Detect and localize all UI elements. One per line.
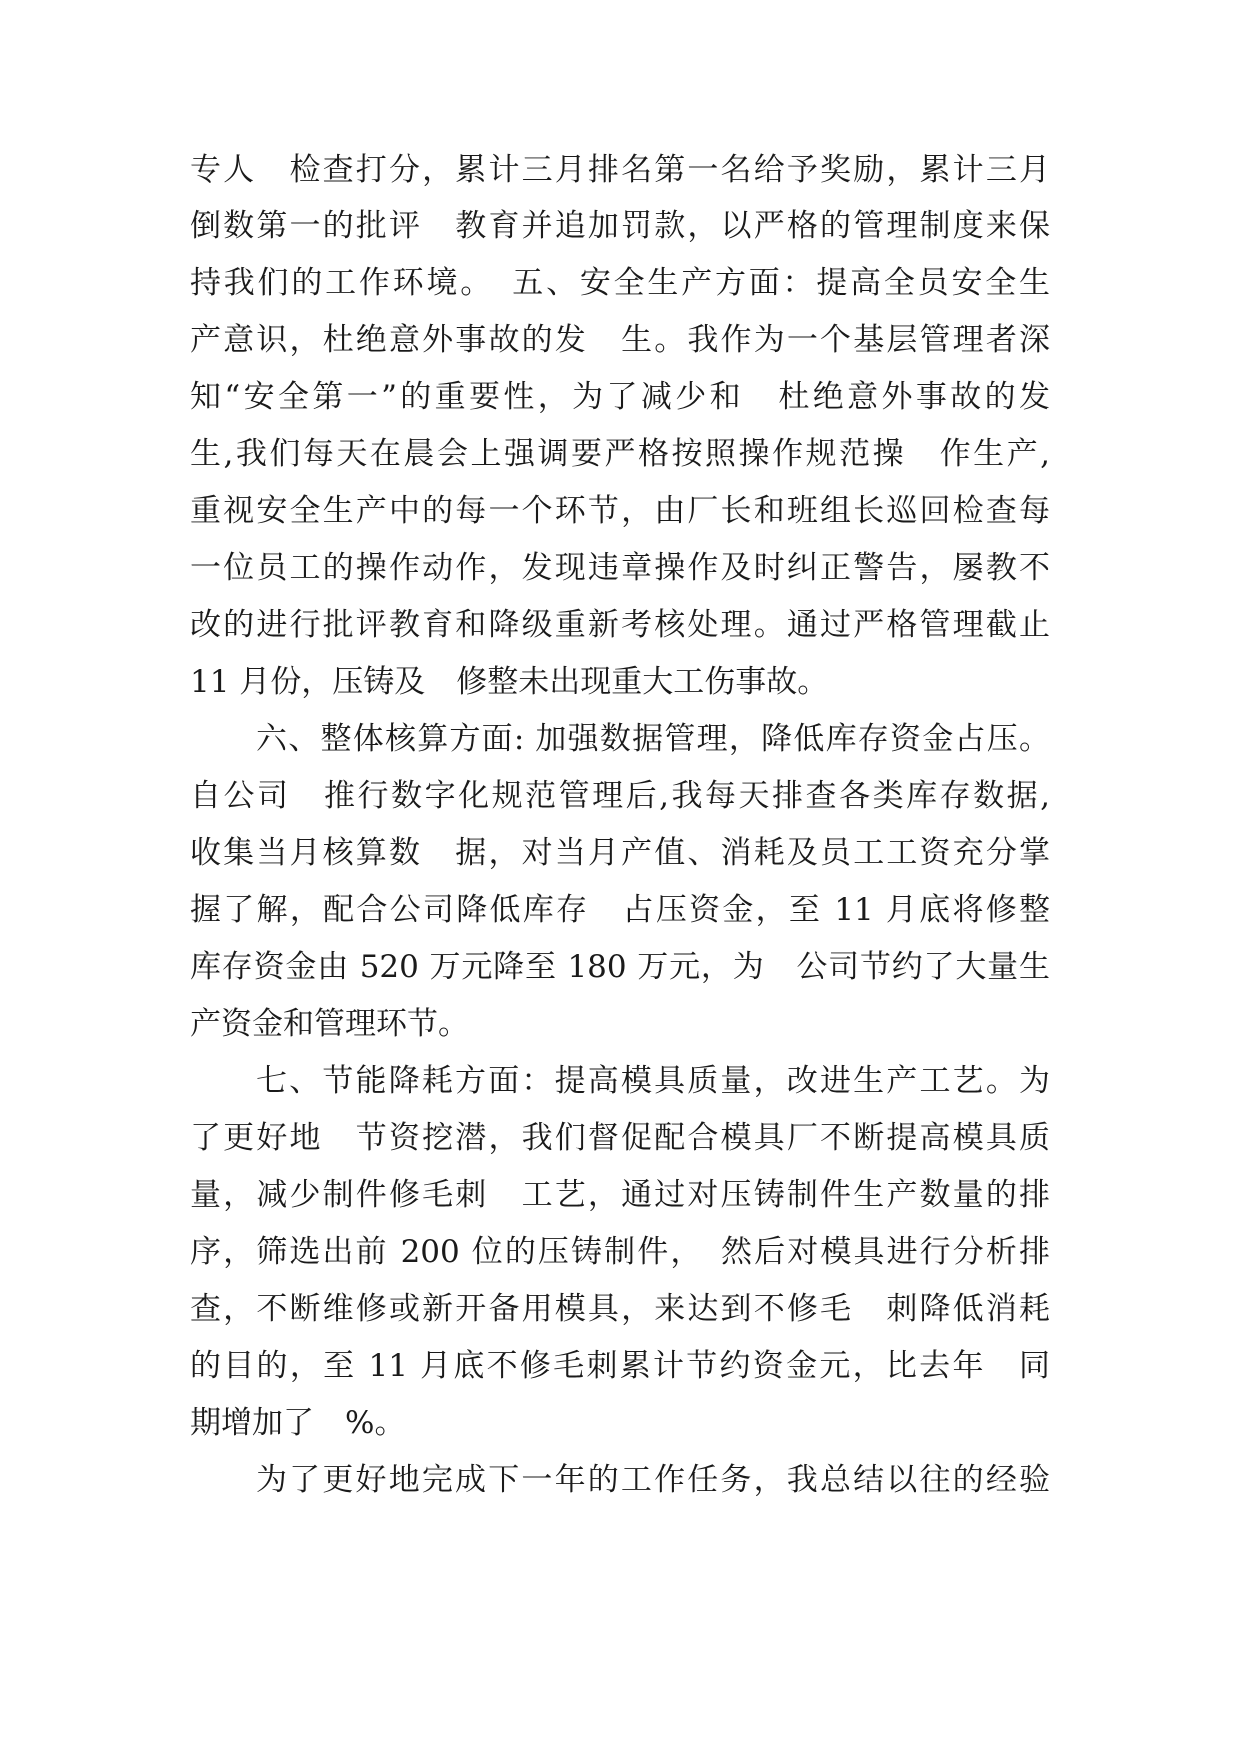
text-line: 序，筛选出前 200 位的压铸制件， 然后对模具进行分析排 (190, 1234, 1050, 1270)
text-line: 了更好地 节资挖潜，我们督促配合模具厂不断提高模具质 (190, 1120, 1050, 1156)
text-line: 产资金和管理环节。 (190, 1006, 469, 1042)
paragraph-start-line: 六、整体核算方面: 加强数据管理，降低库存资金占压。 (256, 721, 1050, 757)
paragraph-start-line: 为了更好地完成下一年的工作任务，我总结以往的经验 (256, 1462, 1050, 1498)
text-line: 生,我们每天在晨会上强调要严格按照操作规范操 作生产, (190, 436, 1050, 472)
text-line: 11 月份，压铸及 修整未出现重大工伤事故。 (190, 664, 829, 700)
text-line: 专人 检查打分，累计三月排名第一名给予奖励，累计三月 (190, 152, 1050, 188)
text-line: 一位员工的操作动作，发现违章操作及时纠正警告，屡教不 (190, 550, 1050, 586)
text-line: 产意识，杜绝意外事故的发 生。我作为一个基层管理者深 (190, 322, 1050, 358)
text-line: 收集当月核算数 据，对当月产值、消耗及员工工资充分掌 (190, 835, 1050, 871)
text-line: 查，不断维修或新开备用模具，来达到不修毛 刺降低消耗 (190, 1291, 1050, 1327)
text-line: 库存资金由 520 万元降至 180 万元，为 公司节约了大量生 (190, 949, 1050, 985)
text-line: 握了解，配合公司降低库存 占压资金，至 11 月底将修整 (190, 892, 1050, 928)
text-line: 的目的，至 11 月底不修毛刺累计节约资金元，比去年 同 (190, 1348, 1050, 1384)
text-line: 量，减少制件修毛刺 工艺，通过对压铸制件生产数量的排 (190, 1177, 1050, 1213)
text-line: 重视安全生产中的每一个环节，由厂长和班组长巡回检查每 (190, 493, 1050, 529)
text-line: 自公司 推行数字化规范管理后,我每天排查各类库存数据, (190, 778, 1050, 814)
paragraph-start-line: 七、节能降耗方面：提高模具质量，改进生产工艺。为 (256, 1063, 1050, 1099)
text-line: 知“安全第一”的重要性，为了减少和 杜绝意外事故的发 (190, 379, 1050, 415)
text-line: 期增加了 %。 (190, 1405, 406, 1441)
text-line: 改的进行批评教育和降级重新考核处理。通过严格管理截止 (190, 607, 1050, 643)
text-line: 持我们的工作环境。 五、安全生产方面：提高全员安全生 (190, 265, 1050, 301)
text-line: 倒数第一的批评 教育并追加罚款，以严格的管理制度来保 (190, 208, 1050, 244)
